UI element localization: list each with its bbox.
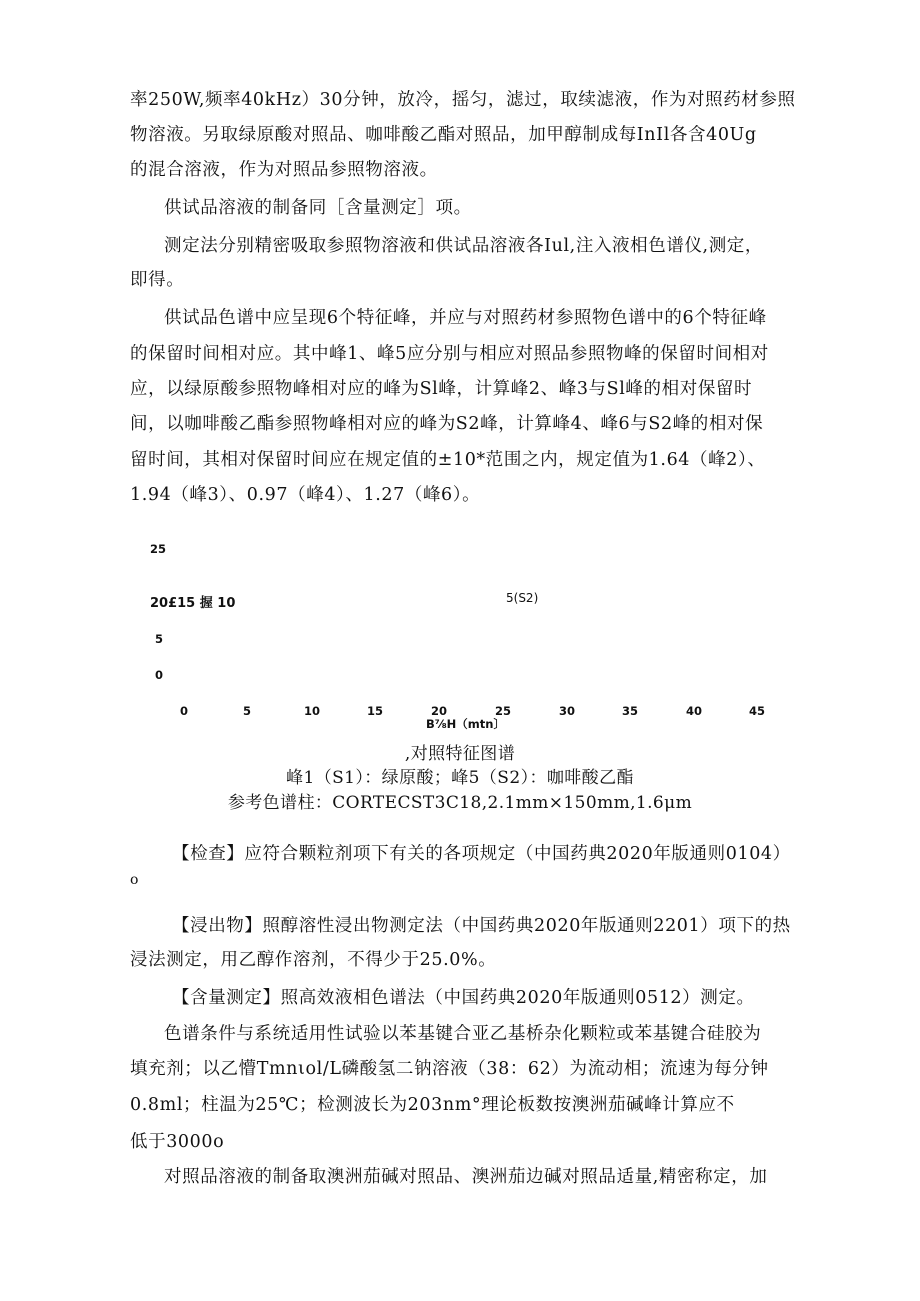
paragraph-line: 的混合溶液，作为对照品参照物溶液。 bbox=[130, 160, 438, 180]
y-tick-label: 5 bbox=[155, 632, 164, 646]
paragraph-line: 色谱条件与系统适用性试验以苯基键合亚乙基桥杂化颗粒或苯基键合硅胶为 bbox=[164, 1024, 762, 1044]
x-tick-label: 0 bbox=[180, 704, 189, 718]
x-tick-label: 40 bbox=[686, 704, 703, 718]
x-tick-label: 35 bbox=[622, 704, 639, 718]
x-tick-label: 10 bbox=[304, 704, 321, 718]
figure-caption: ,对照特征图谱 bbox=[404, 744, 516, 764]
peak-annotation: 5(S2) bbox=[506, 591, 539, 605]
paragraph-line: 物溶液。另取绿原酸对照品、咖啡酸乙酯对照品，加甲醇制成每InIl各含40Ug bbox=[130, 125, 757, 145]
paragraph-line: 应，以绿原酸参照物峰相对应的峰为Sl峰，计算峰2、峰3与Sl峰的相对保留时 bbox=[130, 379, 753, 399]
paragraph-line: 低于3000o bbox=[130, 1132, 225, 1152]
x-tick-label: 5 bbox=[243, 704, 252, 718]
x-tick-label: 30 bbox=[559, 704, 576, 718]
paragraph-line: 率250W,频率40kHz）30分钟，放冷，摇匀，滤过，取续滤液，作为对照药材参照 bbox=[130, 90, 796, 110]
x-tick-label: 25 bbox=[495, 704, 512, 718]
paragraph-line: 留时间，其相对保留时间应在规定值的±10*范围之内，规定值为1.64（峰2）、 bbox=[130, 450, 766, 470]
paragraph-line: 对照品溶液的制备取澳洲茄碱对照品、澳洲茄边碱对照品适量,精密称定，加 bbox=[164, 1167, 768, 1187]
paragraph-line: o bbox=[130, 872, 140, 888]
x-tick-label: 20 bbox=[431, 704, 448, 718]
paragraph-line: 1.94（峰3）、0.97（峰4）、1.27（峰6）。 bbox=[130, 485, 481, 505]
x-axis-label: B⅞H（mtn〕 bbox=[426, 717, 505, 731]
paragraph-line: 【浸出物】照醇溶性浸出物测定法（中国药典2020年版通则2201）项下的热 bbox=[172, 916, 791, 936]
paragraph-line: 浸法测定，用乙醇作溶剂，不得少于25.0%。 bbox=[130, 950, 497, 970]
paragraph-line: 测定法分别精密吸取参照物溶液和供试品溶液各Iul,注入液相色谱仪,测定， bbox=[164, 236, 764, 256]
x-tick-label: 15 bbox=[367, 704, 384, 718]
paragraph-line: 填充剂；以乙懵Tmnιol/L磷酸氢二钠溶液（38：62）为流动相；流速为每分钟 bbox=[130, 1059, 769, 1079]
y-tick-label: 25 bbox=[150, 542, 167, 556]
paragraph-line: 供试品色谱中应呈现6个特征峰，并应与对照药材参照物色谱中的6个特征峰 bbox=[164, 308, 767, 328]
paragraph-line: 供试品溶液的制备同［含量测定］项。 bbox=[164, 198, 472, 218]
paragraph-line: 的保留时间相对应。其中峰1、峰5应分别与相应对照品参照物峰的保留时间相对 bbox=[130, 344, 769, 364]
paragraph-line: 即得。 bbox=[130, 270, 185, 290]
paragraph-line: 【检查】应符合颗粒剂项下有关的各项规定（中国药典2020年版通则0104） bbox=[172, 844, 791, 864]
y-tick-label: 0 bbox=[155, 668, 164, 682]
paragraph-line: 间，以咖啡酸乙酯参照物峰相对应的峰为S2峰，计算峰4、峰6与S2峰的相对保 bbox=[130, 414, 764, 434]
peak-legend: 峰1（S1）：绿原酸；峰5（S2）：咖啡酸乙酯 bbox=[286, 768, 634, 788]
column-reference: 参考色谱柱：CORTECST3C18,2.1mm×150mm,1.6μm bbox=[227, 793, 693, 813]
paragraph-line: 0.8ml；柱温为25℃；检测波长为203nm°理论板数按澳洲茄碱峰计算应不 bbox=[130, 1095, 735, 1115]
x-tick-label: 45 bbox=[749, 704, 766, 718]
y-tick-label: 20£15 握 10 bbox=[150, 596, 236, 611]
paragraph-line: 【含量测定】照高效液相色谱法（中国药典2020年版通则0512）测定。 bbox=[172, 988, 755, 1008]
